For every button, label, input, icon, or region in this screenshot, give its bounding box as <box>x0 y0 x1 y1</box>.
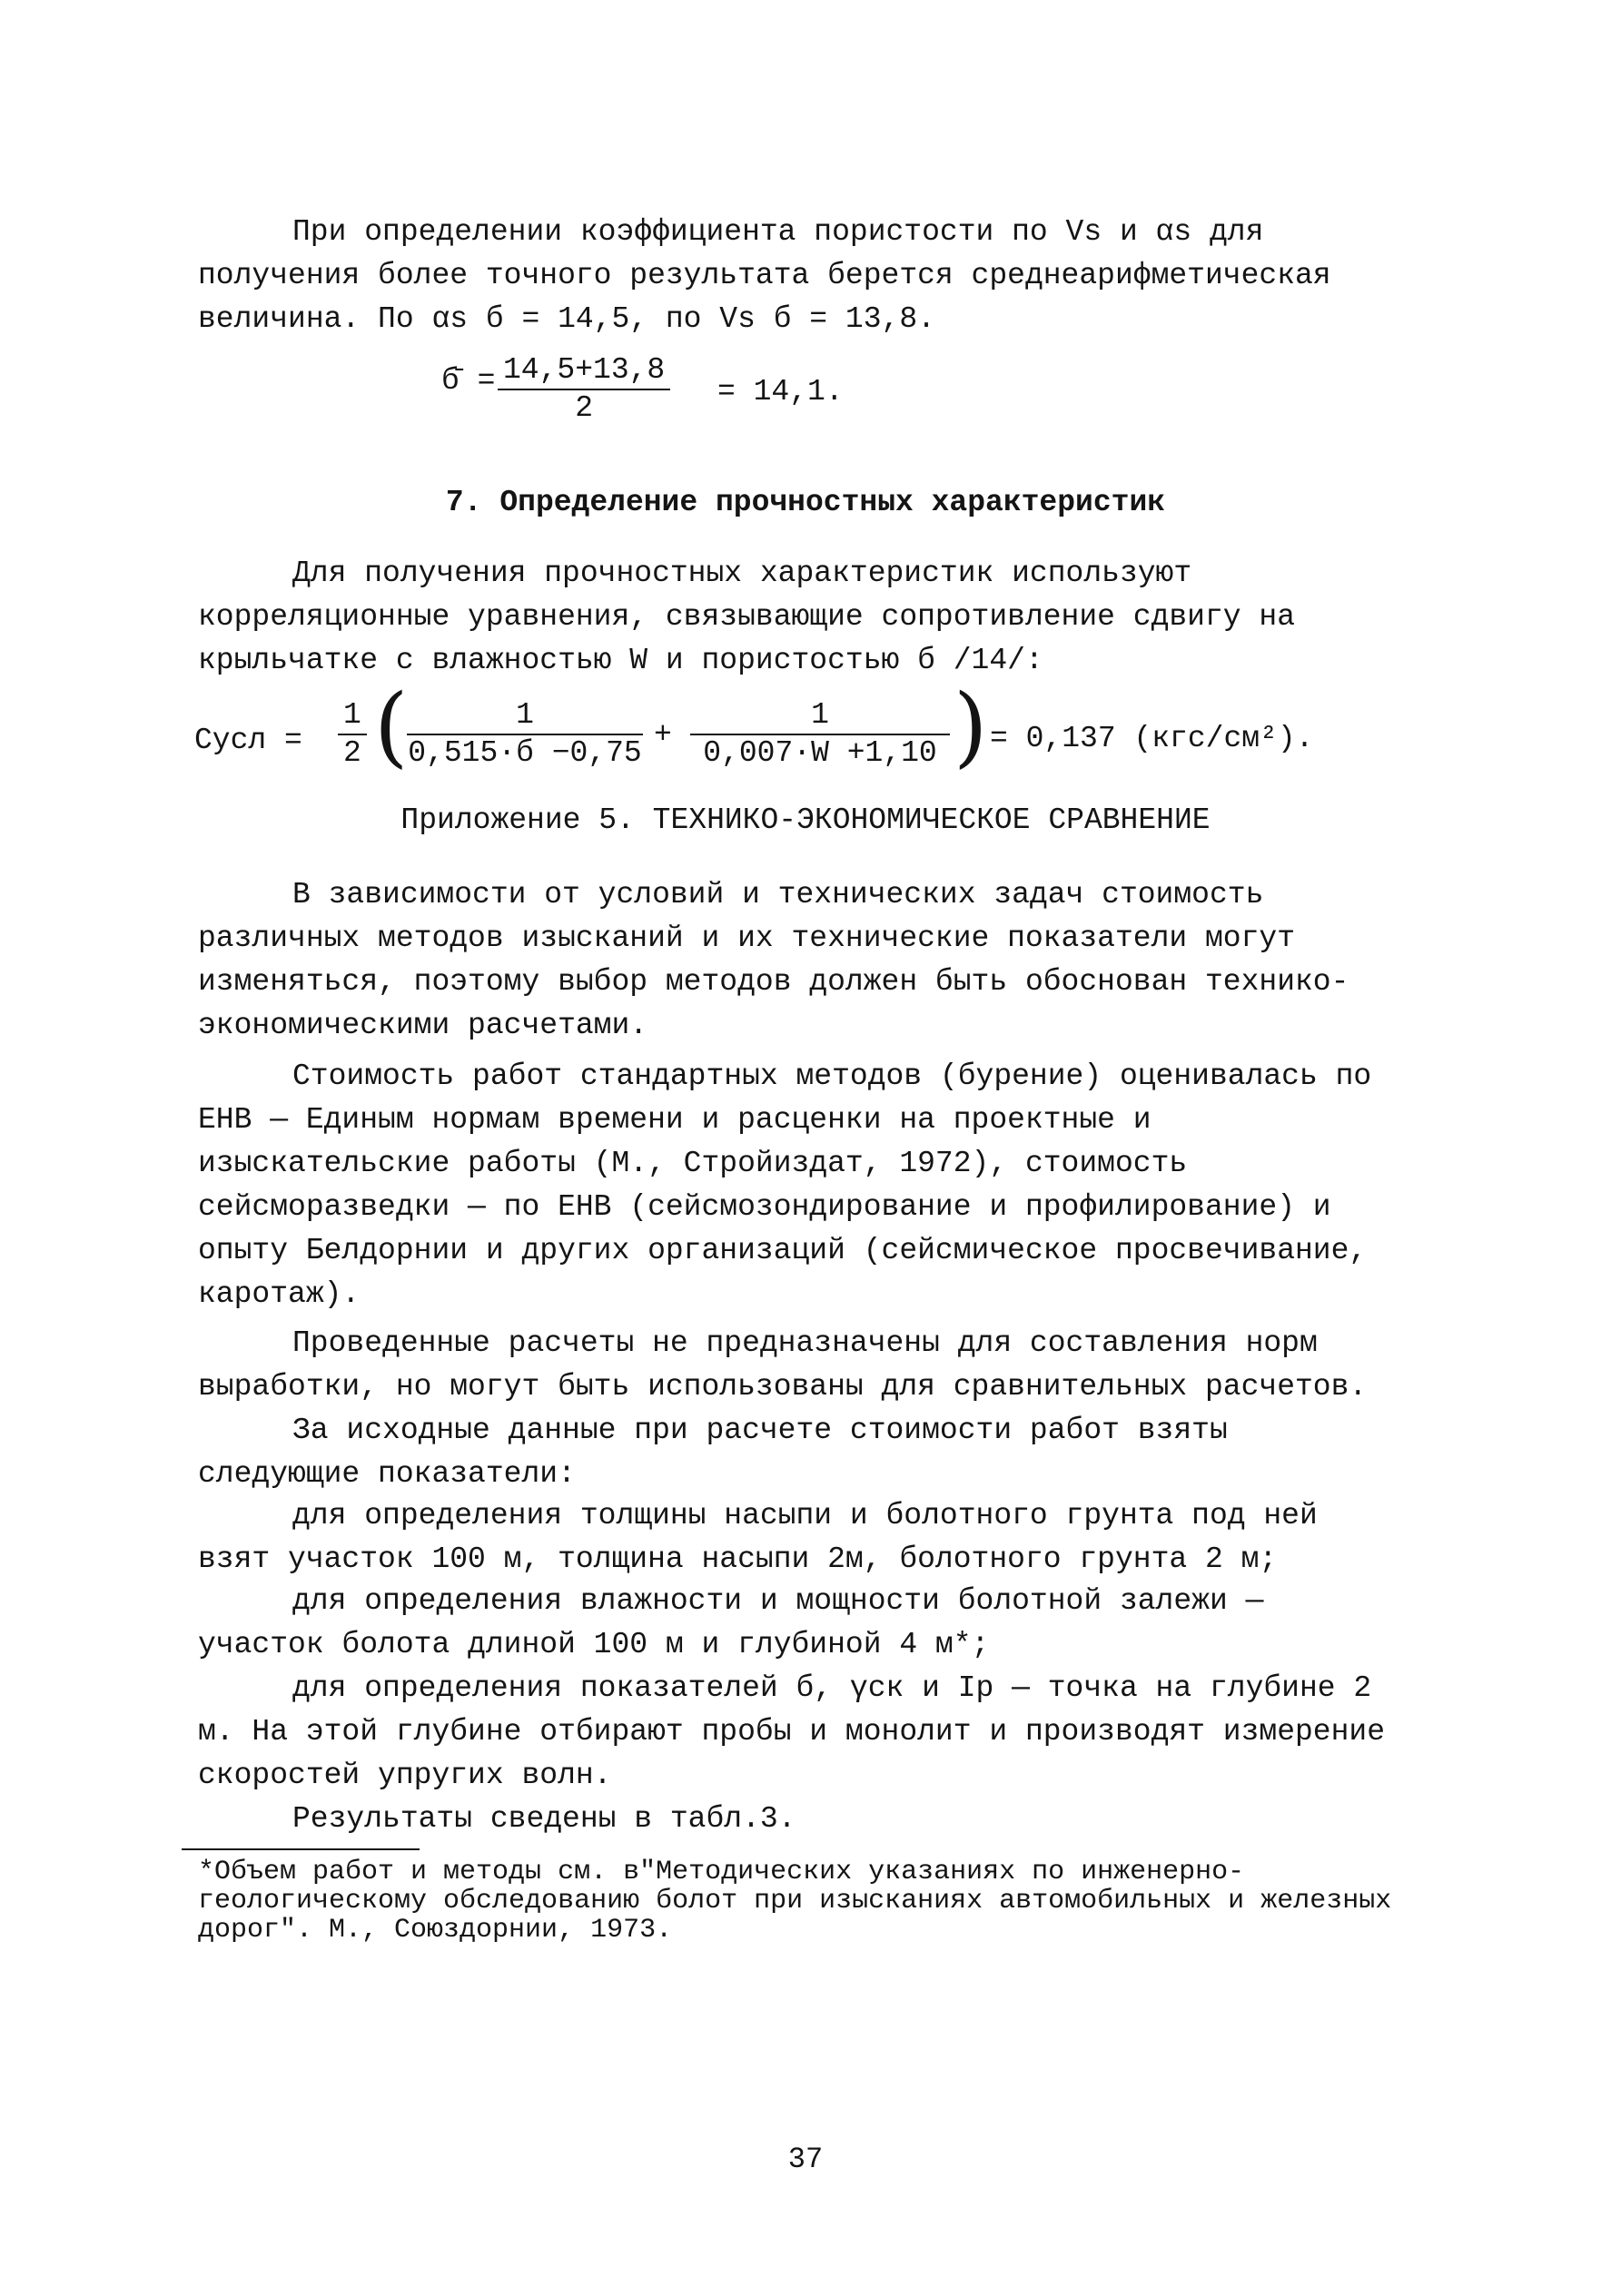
section-7-paragraph: Для получения прочностных характеристик используют корреляционные уравнения, связывающие сопротивление сдвигу на крыльчатке с влажностью W и пористостью б /14/: <box>198 557 1295 677</box>
mean-fraction-denominator: 2 <box>575 391 594 425</box>
plus-sign: + <box>654 718 672 752</box>
paragraph-cost-dependence: В зависимости от условий и технических задач стоимость различных методов изысканий и их технические показатели могут изменяться, поэтому выбор методов должен быть обоснован технико-экономическими расчетами. <box>198 878 1349 1042</box>
paragraph-results: Результаты сведены в табл.3. <box>292 1802 796 1836</box>
term-1-numerator: 1 <box>407 697 643 735</box>
footnote: *Объем работ и методы см. в"Методических указаниях по инженерно-геологическому обследованию болот при изысканиях автомобильных и железных дорог". М., Союздорнии, 1973. <box>198 1857 1392 1946</box>
left-parenthesis: ( <box>374 675 409 777</box>
paragraph-embankment: для определения толщины насыпи и болотного грунта под ней взят участок 100 м, толщина насыпи 2м, болотного грунта 2 м; <box>198 1499 1318 1576</box>
footnote-divider <box>182 1848 420 1850</box>
strength-formula-lhs: Cусл = <box>194 724 302 757</box>
term-1-fraction <box>407 697 643 772</box>
mean-formula-lhs: б̄ = <box>441 364 496 398</box>
term-2-fraction <box>690 697 950 772</box>
paragraph-cost-sources: Стоимость работ стандартных методов (бурение) оценивалась по ЕНВ — Единым нормам времени и расценки на проектные и изыскательские работы (М., Стройиздат, 1972), стоимость сейсморазведки — по ЕНВ (сейсмозондирование и профилирование) и опыту Белдорнии и других организаций (сейсмическое просвечивание, каротаж). <box>198 1059 1372 1311</box>
page-number: 37 <box>787 2143 824 2176</box>
term-2-denominator: 0,007·W +1,10 <box>703 736 937 770</box>
half-fraction <box>338 697 367 772</box>
term-1-denominator: 0,515·б −0,75 <box>408 736 642 770</box>
half-fraction-denominator: 2 <box>343 736 361 770</box>
right-parenthesis: ) <box>954 675 988 777</box>
mean-fraction <box>498 352 670 427</box>
term-2-numerator: 1 <box>690 697 950 735</box>
paragraph-indicators: для определения показателей б, γск и Ip — точка на глубине 2 м. На этой глубине отбирают пробы и монолит и производят измерение скоростей упругих волн. <box>198 1671 1386 1792</box>
mean-fraction-numerator: 14,5+13,8 <box>498 352 670 390</box>
section-7-heading: 7. Определение прочностных характеристик <box>445 486 1166 519</box>
mean-formula-result: = 14,1. <box>717 375 844 409</box>
half-fraction-numerator: 1 <box>338 697 367 735</box>
paragraph-initial-data: За исходные данные при расчете стоимости работ взяты следующие показатели: <box>198 1414 1228 1491</box>
paragraph-calculations-note: Проведенные расчеты не предназначены для составления норм выработки, но могут быть использованы для сравнительных расчетов. <box>198 1326 1368 1404</box>
strength-formula-result: = 0,137 (кгс/см²). <box>990 722 1314 755</box>
appendix-heading: Приложение 5. ТЕХНИКО-ЭКОНОМИЧЕСКОЕ СРАВНЕНИЕ <box>400 803 1211 837</box>
paragraph-moisture: для определения влажности и мощности болотной залежи — участок болота длиной 100 м и глубиной 4 м*; <box>198 1584 1264 1661</box>
intro-paragraph: При определении коэффициента пористости по Vs и αs для получения более точного результата берется среднеарифметическая величина. По αs б = 14,5, по Vs б = 13,8. <box>198 215 1331 336</box>
